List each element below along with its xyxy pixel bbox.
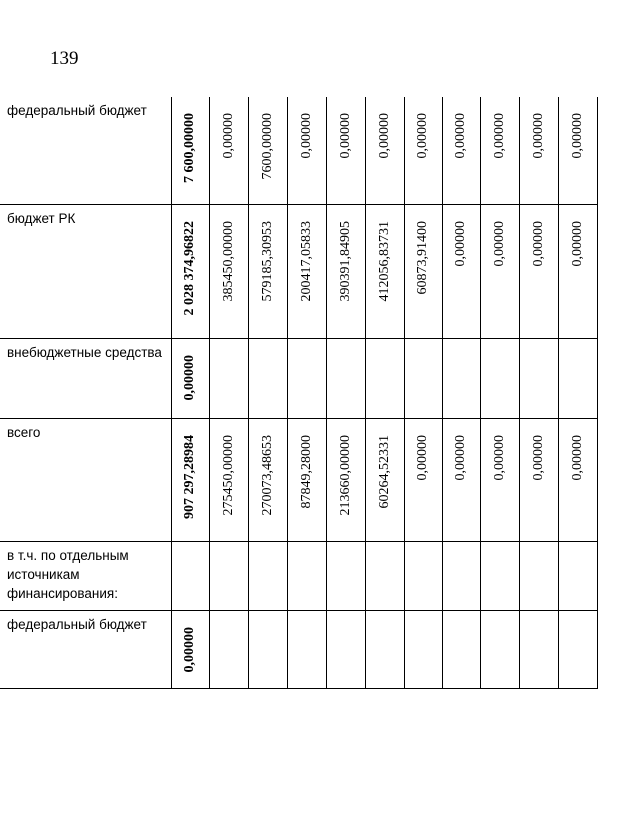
value-cell <box>365 97 404 204</box>
value-cell <box>558 610 597 688</box>
cell-value: 0,00000 <box>569 113 585 159</box>
cell-value: 579185,30953 <box>259 220 275 301</box>
value-cell <box>287 610 326 688</box>
value-cell <box>209 97 248 204</box>
total-value: 7 600,00000 <box>182 113 197 183</box>
value-cell <box>248 97 287 204</box>
value-cell <box>326 97 365 204</box>
cell-value: 0,00000 <box>530 220 546 266</box>
value-cell <box>287 97 326 204</box>
row-label: федеральный бюджет <box>0 610 171 688</box>
cell-value: 213660,00000 <box>337 434 353 515</box>
value-cell <box>365 610 404 688</box>
value-cell <box>248 610 287 688</box>
value-cell <box>442 97 480 204</box>
budget-table <box>0 97 598 689</box>
value-cell <box>480 204 519 338</box>
value-cell <box>480 338 519 418</box>
value-cell <box>248 204 287 338</box>
cell-value: 0,00000 <box>453 220 468 266</box>
table-row <box>0 97 597 204</box>
cell-value: 0,00000 <box>376 113 392 159</box>
row-label: всего <box>0 418 171 541</box>
table-row <box>0 338 597 418</box>
cell-value: 390391,84905 <box>337 220 353 301</box>
value-cell <box>287 418 326 541</box>
cell-value: 0,00000 <box>491 113 507 159</box>
value-cell <box>404 541 442 610</box>
cell-value: 0,00000 <box>415 113 430 159</box>
cell-value: 0,00000 <box>491 434 507 480</box>
table-row <box>0 204 597 338</box>
value-cell <box>519 204 558 338</box>
value-cell <box>365 338 404 418</box>
table-row <box>0 541 597 610</box>
value-cell <box>326 418 365 541</box>
total-cell <box>171 610 209 688</box>
value-cell <box>365 418 404 541</box>
value-cell <box>209 541 248 610</box>
value-cell <box>442 541 480 610</box>
table-row <box>0 418 597 541</box>
row-label: федеральный бюджет <box>0 97 171 204</box>
value-cell <box>519 418 558 541</box>
value-cell <box>326 541 365 610</box>
cell-value: 412056,83731 <box>376 220 392 301</box>
value-cell <box>558 338 597 418</box>
page-number: 139 <box>50 48 79 69</box>
cell-value: 0,00000 <box>415 434 430 480</box>
row-label: в т.ч. по отдельным источникам финансирования: <box>0 541 171 610</box>
total-value: 2 028 374,96822 <box>182 220 197 315</box>
cell-value: 0,00000 <box>337 113 353 159</box>
value-cell <box>480 97 519 204</box>
value-cell <box>326 204 365 338</box>
value-cell <box>519 338 558 418</box>
value-cell <box>404 338 442 418</box>
value-cell <box>209 338 248 418</box>
total-value: 907 297,28984 <box>182 434 197 519</box>
cell-value: 0,00000 <box>569 220 585 266</box>
total-cell <box>171 418 209 541</box>
value-cell <box>326 610 365 688</box>
cell-value: 200417,05833 <box>298 220 314 301</box>
cell-value: 275450,00000 <box>220 434 236 515</box>
value-cell <box>442 338 480 418</box>
value-cell <box>365 541 404 610</box>
cell-value: 7600,00000 <box>259 113 275 180</box>
value-cell <box>519 610 558 688</box>
total-cell <box>171 338 209 418</box>
value-cell <box>404 204 442 338</box>
total-cell <box>171 541 209 610</box>
cell-value: 0,00000 <box>491 220 507 266</box>
value-cell <box>480 418 519 541</box>
cell-value: 385450,00000 <box>220 220 236 301</box>
value-cell <box>442 418 480 541</box>
value-cell <box>558 97 597 204</box>
total-cell <box>171 97 209 204</box>
value-cell <box>404 610 442 688</box>
value-cell <box>287 204 326 338</box>
value-cell <box>287 541 326 610</box>
value-cell <box>326 338 365 418</box>
total-cell <box>171 204 209 338</box>
value-cell <box>248 338 287 418</box>
value-cell <box>442 610 480 688</box>
value-cell <box>209 418 248 541</box>
cell-value: 0,00000 <box>530 434 546 480</box>
value-cell <box>209 610 248 688</box>
value-cell <box>558 418 597 541</box>
cell-value: 0,00000 <box>453 434 468 480</box>
cell-value: 270073,48653 <box>259 434 275 515</box>
value-cell <box>442 204 480 338</box>
value-cell <box>519 97 558 204</box>
value-cell <box>519 541 558 610</box>
cell-value: 0,00000 <box>298 113 314 159</box>
value-cell <box>404 97 442 204</box>
value-cell <box>404 418 442 541</box>
value-cell <box>287 338 326 418</box>
value-cell <box>365 204 404 338</box>
row-label: бюджет РК <box>0 204 171 338</box>
value-cell <box>558 541 597 610</box>
cell-value: 87849,28000 <box>298 434 314 508</box>
value-cell <box>480 541 519 610</box>
value-cell <box>209 204 248 338</box>
value-cell <box>480 610 519 688</box>
table-row <box>0 610 597 688</box>
cell-value: 0,00000 <box>220 113 236 159</box>
value-cell <box>248 541 287 610</box>
cell-value: 0,00000 <box>530 113 546 159</box>
cell-value: 60873,91400 <box>415 220 430 294</box>
value-cell <box>558 204 597 338</box>
cell-value: 0,00000 <box>569 434 585 480</box>
cell-value: 0,00000 <box>453 113 468 159</box>
cell-value: 60264,52331 <box>376 434 392 508</box>
total-value: 0,00000 <box>182 626 197 672</box>
total-value: 0,00000 <box>182 354 197 400</box>
row-label: внебюджетные средства <box>0 338 171 418</box>
value-cell <box>248 418 287 541</box>
